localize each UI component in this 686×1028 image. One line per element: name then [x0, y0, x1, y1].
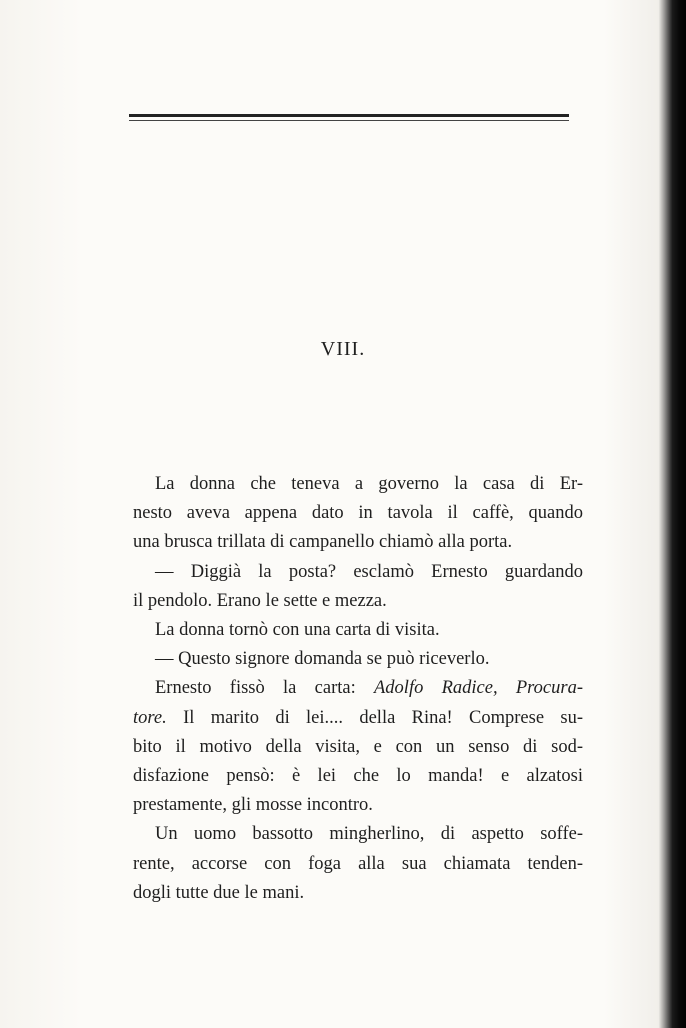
text-line: nesto aveva appena dato in tavola il caffè, quando	[133, 503, 583, 524]
italic-title: tore.	[133, 707, 167, 728]
page-edge-shadow	[664, 0, 686, 1028]
text-line: il pendolo. Erano le sette e mezza.	[133, 590, 387, 611]
text-line	[133, 704, 583, 733]
text-line: Un uomo bassotto mingherlino, di aspetto soffe-	[155, 824, 583, 845]
text-line-part: Il marito di lei.... della Rina! Comprese su-	[166, 707, 583, 728]
body-text	[133, 470, 583, 908]
text-line: La donna che teneva a governo la casa di Er-	[155, 474, 583, 494]
text-line: bito il motivo della visita, e con un senso di sod-	[133, 736, 583, 757]
text-line	[133, 674, 583, 703]
text-line: dogli tutte due le mani.	[133, 882, 305, 903]
text-line: La donna tornò con una carta di visita.	[155, 620, 440, 641]
text-line: — Diggià la posta? esclamò Ernesto guardando	[155, 561, 583, 582]
text-line: prestamente, gli mosse incontro.	[133, 795, 373, 816]
chapter-title: VIII.	[320, 338, 366, 360]
thick-rule	[129, 114, 569, 117]
text-line: — Questo signore domanda se può riceverlo.	[155, 649, 490, 670]
thin-rule	[129, 120, 569, 121]
text-line: una brusca trillata di campanello chiamò alla porta.	[133, 532, 513, 553]
italic-card-name: Adolfo Radice, Procura-	[374, 678, 584, 699]
text-line: rente, accorse con foga alla sua chiamata tenden-	[133, 853, 583, 874]
text-line: disfazione pensò: è lei che lo manda! e alzatosi	[133, 766, 583, 787]
header-rule	[129, 114, 569, 122]
text-line-part: Ernesto fissò la carta:	[155, 678, 374, 699]
